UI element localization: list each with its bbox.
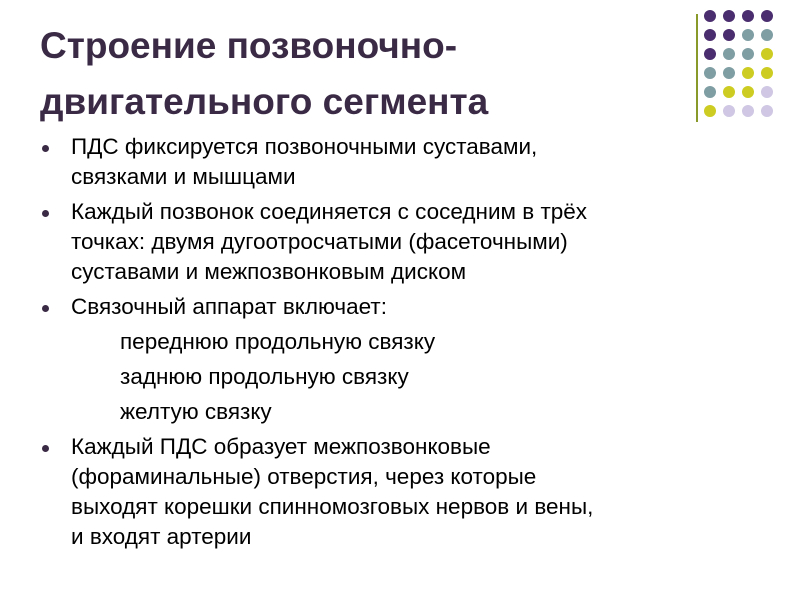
- decorative-dot-lavender: [761, 86, 773, 98]
- bullet-line: Каждый ПДС образует межпозвонковые: [71, 434, 491, 459]
- bullet-line: связками и мышцами: [71, 164, 296, 189]
- decorative-dot-yellow: [761, 67, 773, 79]
- decorative-dot-teal: [723, 67, 735, 79]
- subitem-anterior-ligament: переднюю продольную связку: [120, 329, 436, 354]
- decorative-dot-teal: [742, 29, 754, 41]
- decorative-dot-purple: [723, 10, 735, 22]
- bullet-item-ligaments: [40, 292, 760, 427]
- decorative-dot-purple: [742, 10, 754, 22]
- decorative-dot-lavender: [742, 105, 754, 117]
- decorative-dot-teal: [723, 48, 735, 60]
- subitem-posterior-ligament: заднюю продольную связку: [120, 364, 409, 389]
- decorative-dot-purple: [704, 10, 716, 22]
- decorative-dot-purple: [761, 10, 773, 22]
- bullet-list: [40, 132, 760, 557]
- bullet-line: Каждый позвонок соединяется с соседним в трёх: [71, 199, 588, 224]
- bullet-dot-icon: [42, 305, 49, 312]
- bullet-text: [71, 197, 760, 287]
- decorative-dot-yellow: [723, 86, 735, 98]
- decorative-dot-yellow: [742, 86, 754, 98]
- decorative-dot-teal: [742, 48, 754, 60]
- bullet-dot-icon: [42, 145, 49, 152]
- title-line-2: двигательного сегмента: [40, 81, 489, 122]
- decorative-dot-purple: [704, 48, 716, 60]
- decorative-dot-teal: [704, 67, 716, 79]
- bullet-line: точках: двумя дугоотросчатыми (фасеточными): [71, 229, 568, 254]
- decorative-dot-teal: [704, 86, 716, 98]
- decorative-dot-purple: [723, 29, 735, 41]
- bullet-item-foramina: [40, 432, 760, 552]
- bullet-line: суставами и межпозвонковым диском: [71, 259, 467, 284]
- decorative-dot-grid: [704, 10, 788, 130]
- bullet-line: выходят корешки спинномозговых нервов и вены,: [71, 494, 594, 519]
- title-line-1: Строение позвоночно-: [40, 25, 458, 66]
- decorative-dot-lavender: [761, 105, 773, 117]
- bullet-item-fixation: [40, 132, 760, 192]
- decorative-divider-line: [696, 14, 698, 122]
- ligament-sublist: [71, 327, 760, 427]
- bullet-text: [71, 292, 760, 322]
- decorative-dot-lavender: [723, 105, 735, 117]
- bullet-dot-icon: [42, 445, 49, 452]
- decorative-dot-teal: [761, 29, 773, 41]
- bullet-line: ПДС фиксируется позвоночными суставами,: [71, 134, 538, 159]
- bullet-text: [71, 132, 760, 192]
- decorative-dot-purple: [704, 29, 716, 41]
- decorative-dot-yellow: [704, 105, 716, 117]
- bullet-line: Связочный аппарат включает:: [71, 294, 387, 319]
- slide-title: [40, 18, 680, 130]
- decorative-dot-yellow: [742, 67, 754, 79]
- decorative-dot-yellow: [761, 48, 773, 60]
- bullet-dot-icon: [42, 210, 49, 217]
- bullet-item-connection: [40, 197, 760, 287]
- bullet-text: [71, 432, 760, 552]
- bullet-line: и входят артерии: [71, 524, 252, 549]
- bullet-line: (фораминальные) отверстия, через которые: [71, 464, 537, 489]
- subitem-yellow-ligament: желтую связку: [120, 399, 272, 424]
